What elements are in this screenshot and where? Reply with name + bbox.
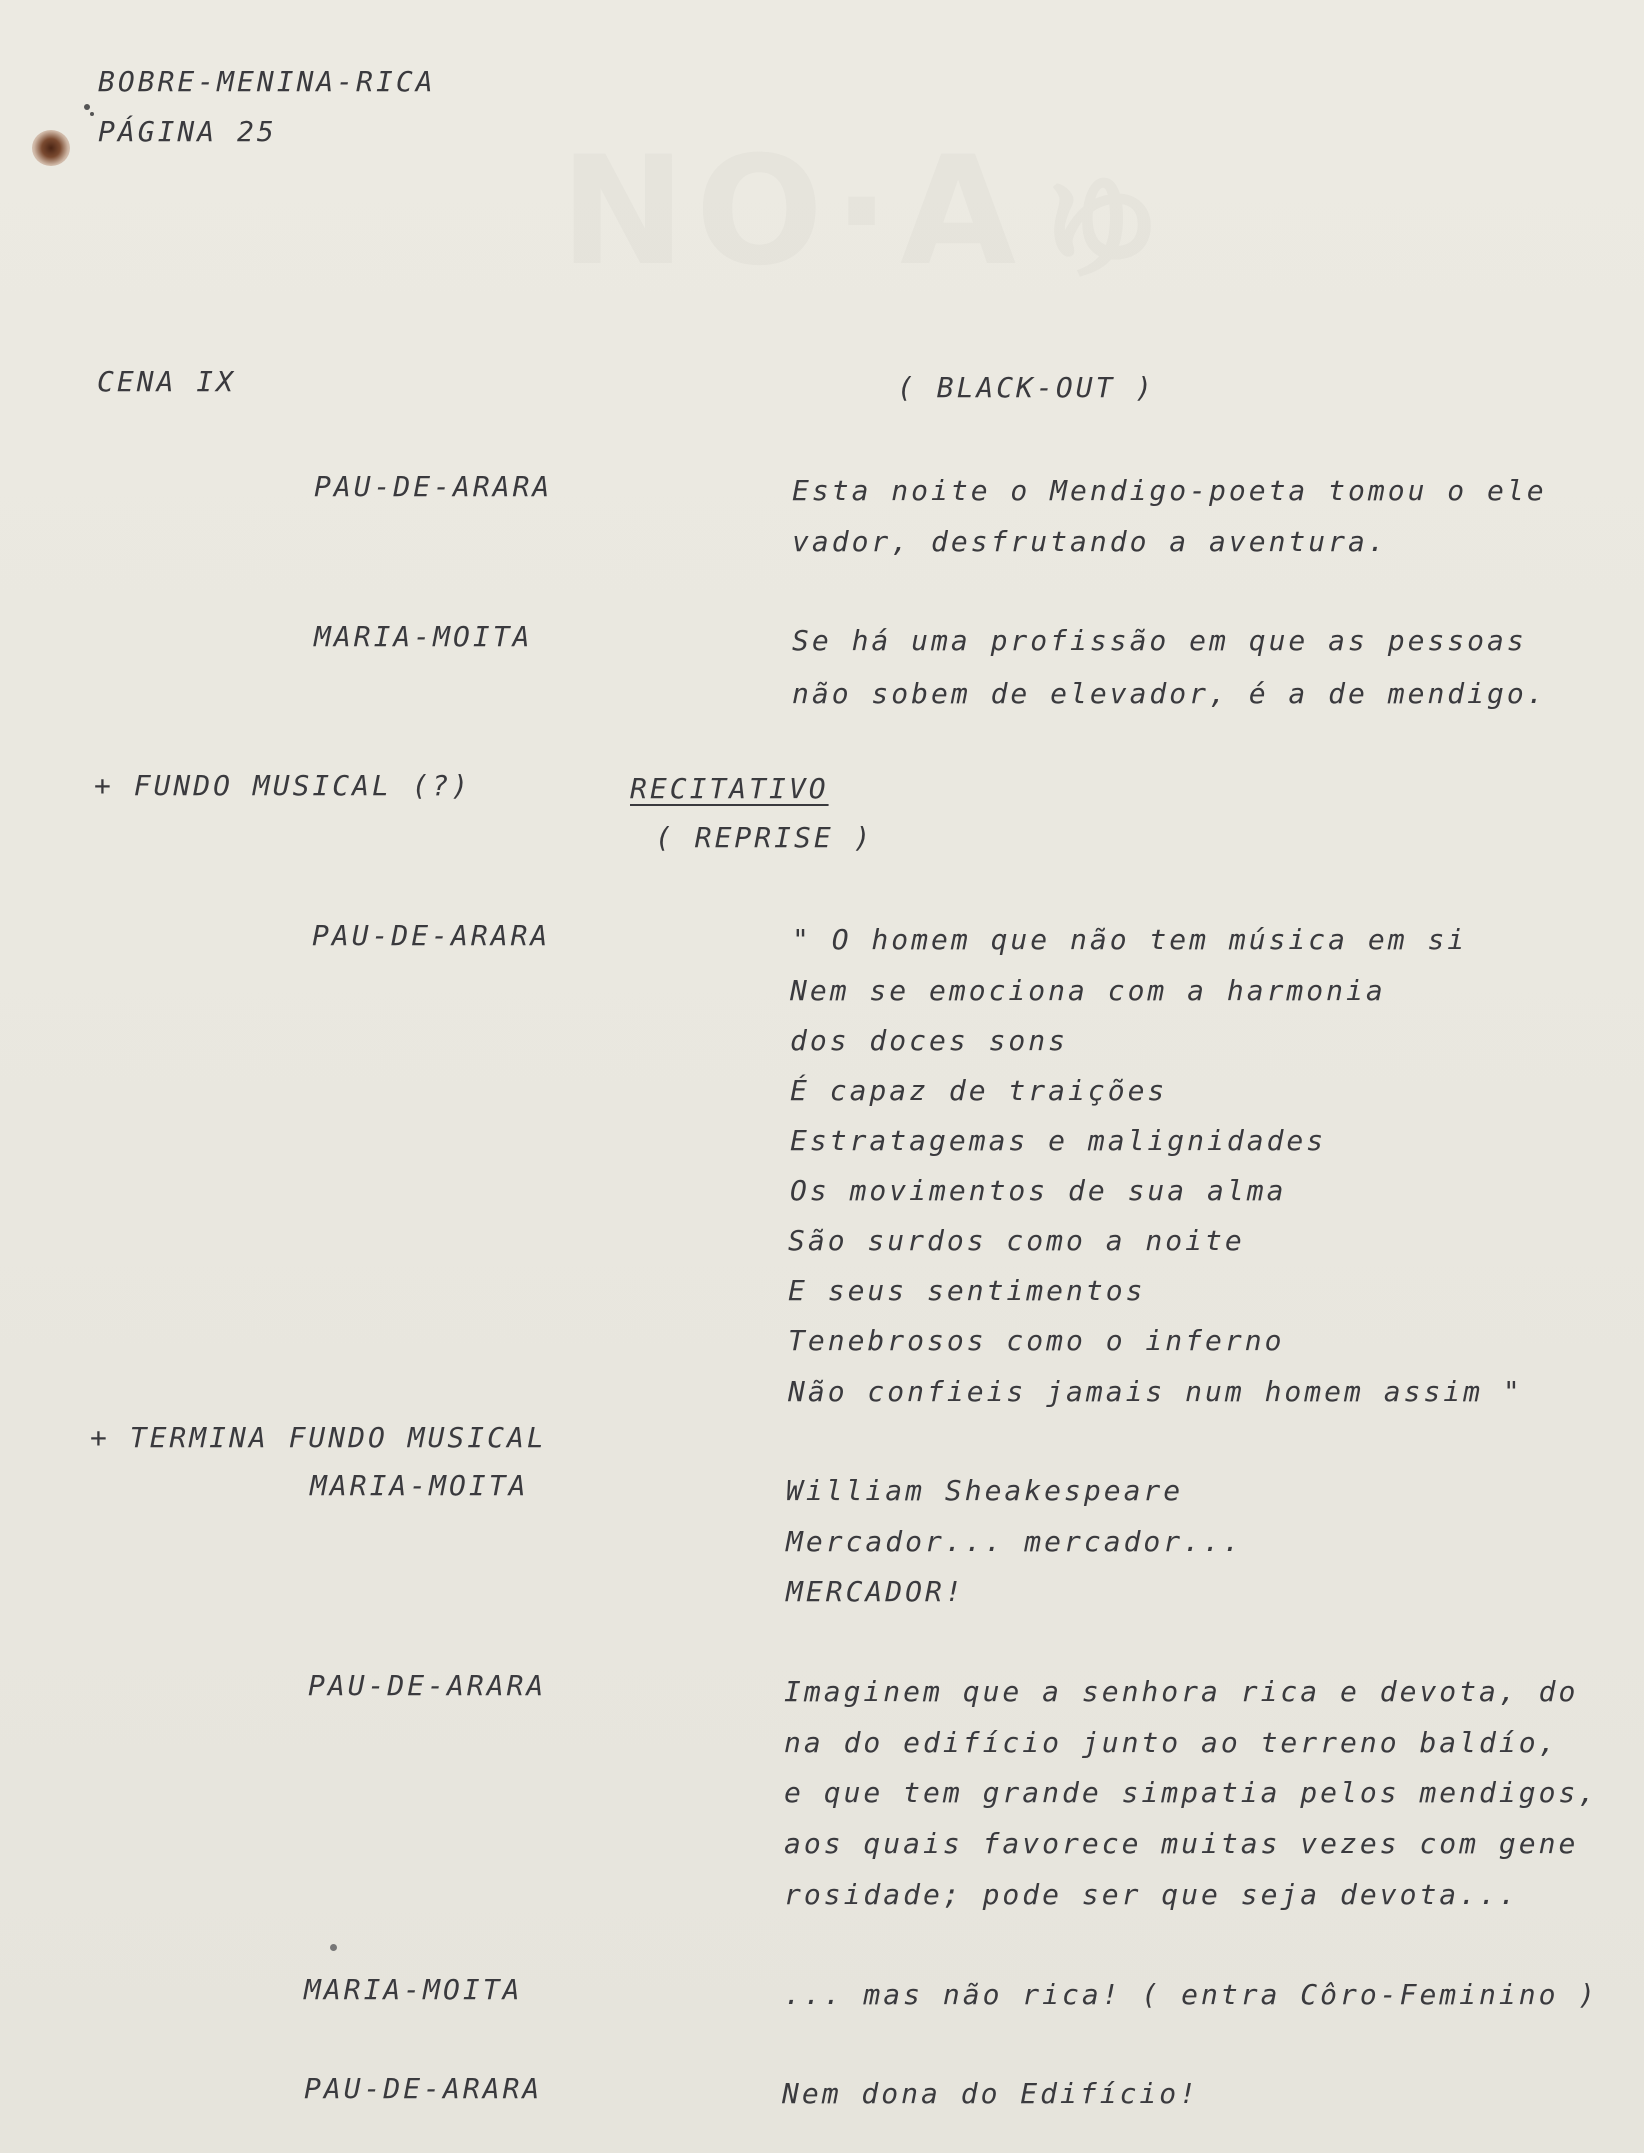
dialogue-line: Mercador... mercador... (786, 1525, 1243, 1558)
ink-speck (90, 112, 94, 116)
dialogue-line: Se há uma profissão em que as pessoas (792, 624, 1527, 657)
dialogue-line (792, 474, 1547, 507)
speaker-name: MARIA-MOITA (314, 620, 533, 653)
section-title-recitativo: RECITATIVO (630, 772, 829, 805)
dialogue-line: Imaginem que a senhora rica e devota, do (784, 1675, 1579, 1708)
poem-line: Os movimentos de sua alma (790, 1174, 1287, 1207)
speaker-name: PAU-DE-ARARA (308, 1669, 547, 1702)
poem-line: E seus sentimentos (788, 1274, 1146, 1307)
dialogue-line: William Sheakespeare (786, 1474, 1184, 1507)
poem-line: São surdos como a noite (788, 1224, 1245, 1257)
poem-line: Tenebrosos como o inferno (788, 1324, 1285, 1357)
poem-line: Não confieis jamais num homem assim " (788, 1375, 1523, 1408)
dialogue-line: MERCADOR! (786, 1575, 965, 1608)
poem-line: dos doces sons (790, 1024, 1069, 1057)
ink-speck (330, 1944, 337, 1951)
speaker-name: MARIA-MOITA (304, 1973, 523, 2006)
dialogue-text: Esta noite o Mendigo-poeta tomou o ele (792, 474, 1547, 507)
dialogue-line: vador, desfrutando a aventura. (792, 525, 1388, 558)
dialogue-line: na do edifício junto ao terreno baldío, (784, 1726, 1559, 1759)
ink-speck (84, 104, 90, 110)
poem-line: Estratagemas e malignidades (790, 1124, 1327, 1157)
dialogue-line: aos quais favorece muitas vezes com gene (784, 1827, 1579, 1860)
music-cue: + FUNDO MUSICAL (?) (94, 769, 472, 802)
speaker-name: PAU-DE-ARARA (314, 470, 553, 503)
poem-line: Nem se emociona com a harmonia (790, 974, 1386, 1007)
music-cue: + TERMINA FUNDO MUSICAL (90, 1421, 547, 1454)
poem-line: É capaz de traições (790, 1074, 1168, 1107)
section-subtitle-reprise: ( REPRISE ) (655, 821, 874, 854)
dialogue-line: não sobem de elevador, é a de mendigo. (792, 677, 1547, 710)
dialogue-line: Nem dona do Edifício! (782, 2077, 1200, 2110)
dialogue-line: e que tem grande simpatia pelos mendigos, (784, 1776, 1599, 1809)
stage-direction-blackout: ( BLACK-OUT ) (897, 371, 1156, 404)
speaker-name: MARIA-MOITA (310, 1469, 529, 1502)
speaker-name: PAU-DE-ARARA (312, 919, 551, 952)
burn-stain (32, 130, 70, 166)
dialogue-line: rosidade; pode ser que seja devota... (784, 1878, 1519, 1911)
page-number: PÁGINA 25 (98, 115, 277, 148)
speaker-name: PAU-DE-ARARA (304, 2072, 543, 2105)
dialogue-line: ... mas não rica! ( entra Côro-Feminino ) (784, 1978, 1599, 2011)
poem-line: " O homem que não tem música em si (792, 923, 1468, 956)
bleed-through-marks: NO·Aゅ (560, 125, 1187, 299)
scene-label: CENA IX (97, 365, 237, 398)
play-title: BOBRE-MENINA-RICA (98, 65, 436, 98)
